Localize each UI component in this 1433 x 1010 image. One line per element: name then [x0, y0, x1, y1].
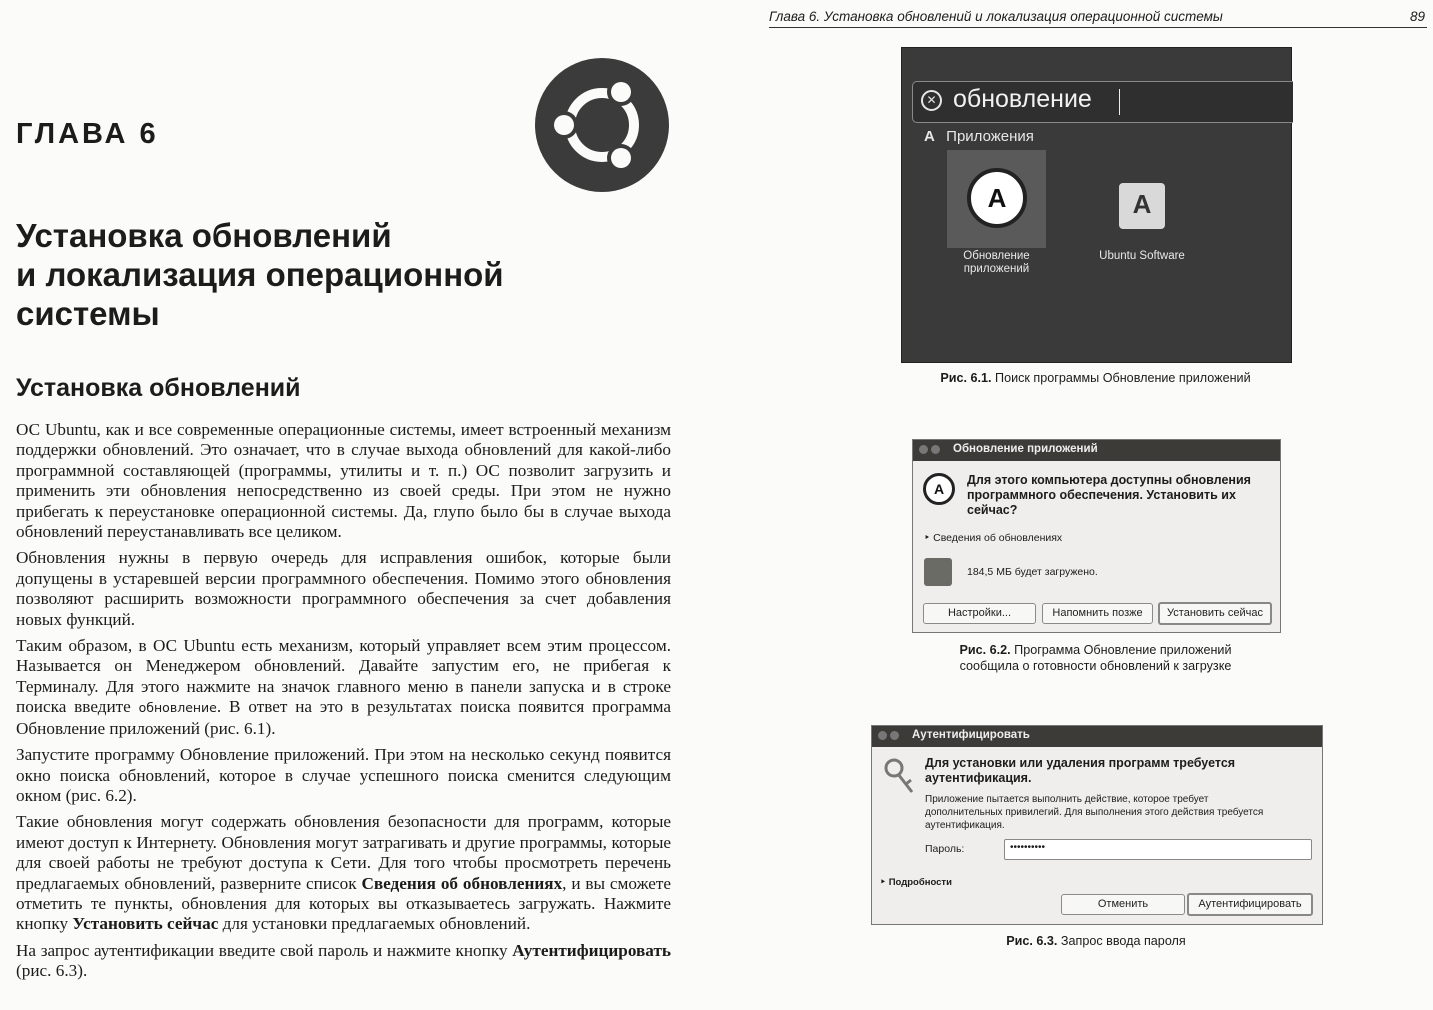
- download-icon: [924, 558, 952, 586]
- apps-category-icon: A: [924, 128, 935, 145]
- password-field[interactable]: [1004, 839, 1312, 860]
- chapter-title: [16, 216, 576, 333]
- running-head: [769, 9, 1427, 28]
- chapter-title-line: и локализация операционной: [16, 256, 504, 293]
- dialog-description: Приложение пытается выполнить действие, которое требует дополнительных привилегий. Для выполнения этого действия требуется аутентификация.: [925, 794, 1264, 831]
- ubuntu-logo-icon: [534, 57, 670, 193]
- figure-caption: Рис. 6.1. Поиск программы Обновление приложений: [940, 371, 1251, 385]
- authenticate-button[interactable]: Аутентифицировать: [1187, 893, 1313, 916]
- chapter-title-line: системы: [16, 295, 160, 332]
- app-result-label[interactable]: Обновление приложений: [963, 250, 1030, 275]
- fig3-auth-dialog: [871, 725, 1323, 925]
- keys-icon: [880, 756, 920, 796]
- software-bag-icon[interactable]: A: [1119, 183, 1165, 229]
- paragraph: ОС Ubuntu, как и все современные операционные системы, имеет встроенный механизм поддержки обновлений. Это означает, что в случае выхода обновлений для какой-либо программной составляющей (программы, утилиты и т. п.) ОС позволит загрузить и применить эти обновления непосредственно из своей среды. При этом не нужно прибегать к переустановке операционной системы. Да, глупо было бы в случае выхода обновлений переустанавливать все целиком.: [16, 420, 671, 542]
- title-bar: [872, 726, 1322, 747]
- paragraph: Запустите программу Обновление приложений. При этом на несколько секунд появится окно поиска обновлений, которое в случае успешного поиска сменится следующим окном (рис. 6.2).: [16, 745, 671, 805]
- window-title: Обновление приложений: [953, 443, 1098, 455]
- app-result-label[interactable]: Ubuntu Software: [1099, 250, 1185, 262]
- window-title: Аутентифицировать: [912, 729, 1030, 741]
- chapter-title-line: Установка обновлений: [16, 217, 392, 254]
- category-header: [924, 128, 1034, 145]
- chapter-label: ГЛАВА 6: [16, 118, 159, 150]
- figure-caption: Рис. 6.3. Запрос ввода пароля: [1006, 934, 1186, 948]
- body-text: [16, 420, 671, 988]
- dialog-message: Для этого компьютера доступны обновления программного обеспечения. Установить их сейчас?: [967, 473, 1251, 517]
- category-label: Приложения: [946, 128, 1034, 145]
- text-caret: [1119, 89, 1120, 115]
- details-expander[interactable]: ‣ Сведения об обновлениях: [924, 532, 1063, 544]
- paragraph: Такие обновления могут содержать обновления безопасности для программ, которые имеют доступ к Интернету. Обновления могут затрагивать и другие программы, которые для своей работы не требуют доступа к Сети. Для того чтобы просмотреть перечень предлагаемых обновлений, разверните список Сведения об обновлениях, и вы сможете отметить те пункты, обновления для которых вы отказываетесь загружать. Нажмите кнопку Установить сейчас для установки предлагаемых обновлений.: [16, 812, 672, 934]
- password-label: Пароль:: [925, 843, 965, 855]
- window-controls[interactable]: [919, 445, 943, 457]
- settings-button[interactable]: Настройки...: [923, 603, 1036, 624]
- download-size: 184,5 МБ будет загружено.: [967, 566, 1098, 578]
- paragraph: Таким образом, в ОС Ubuntu есть механизм, который управляет всем этим процессом. Называется он Менеджером обновлений. Давайте запустим его, не прибегая к Терминалу. Для этого нажмите на значок главного меню в панели запуска и в строке поиска введите обновление. В ответ на это в результатах поиска появится программа Обновление приложений (рис. 6.1).: [16, 636, 672, 738]
- close-circle-icon[interactable]: ✕: [921, 90, 942, 111]
- update-icon[interactable]: A: [967, 168, 1027, 228]
- page-number: 89: [1409, 9, 1425, 24]
- search-input[interactable]: [912, 81, 1293, 123]
- cancel-button[interactable]: Отменить: [1061, 894, 1185, 915]
- details-expander[interactable]: ‣ Подробности: [880, 877, 952, 888]
- paragraph: Обновления нужны в первую очередь для исправления ошибок, которые были допущены в устаревшей версии программного обеспечения. Помимо этого обновления позволяют расширить возможности программного обеспечения за счет добавления новых функций.: [16, 548, 671, 629]
- paragraph: На запрос аутентификации введите свой пароль и нажмите кнопку Аутентифицировать (рис. 6.3).: [16, 940, 671, 981]
- section-title: Установка обновлений: [16, 374, 301, 402]
- fig2-update-dialog: [912, 439, 1281, 633]
- figure-caption: Рис. 6.2. Программа Обновление приложений сообщила о готовности обновлений к загрузке: [959, 643, 1232, 673]
- title-bar: [913, 440, 1280, 461]
- search-input-text: обновление: [953, 85, 1092, 113]
- update-icon: A: [923, 473, 955, 505]
- dialog-heading: Для установки или удаления программ требуется аутентификация.: [925, 756, 1236, 785]
- inline-code: обновление: [138, 700, 217, 716]
- password-field-value: ••••••••••: [1010, 842, 1046, 853]
- window-controls[interactable]: [878, 731, 902, 743]
- remind-later-button[interactable]: Напомнить позже: [1042, 603, 1153, 624]
- running-head-title: Глава 6. Установка обновлений и локализация операционной системы: [769, 9, 1223, 24]
- fig1-dash-search: [901, 47, 1292, 363]
- install-now-button[interactable]: Установить сейчас: [1158, 602, 1272, 625]
